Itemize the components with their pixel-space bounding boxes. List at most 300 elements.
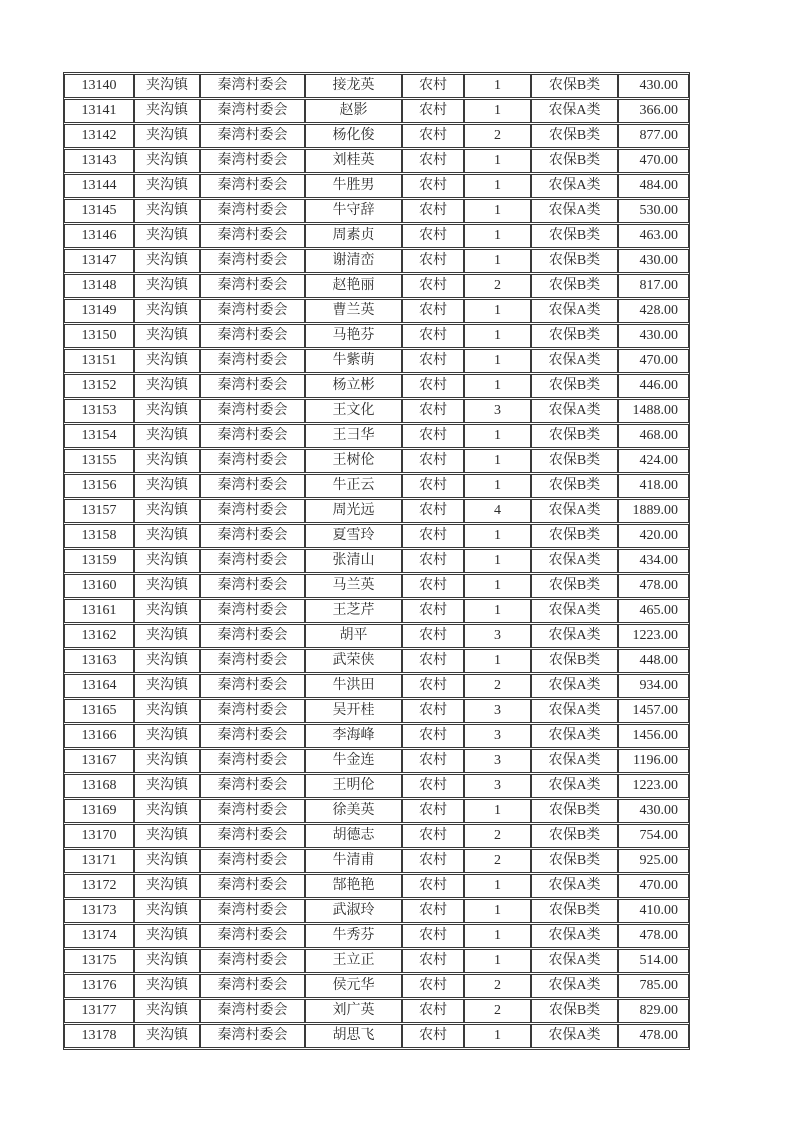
- person-count-cell: 1: [464, 924, 531, 948]
- residence-type-cell: 农村: [402, 924, 464, 948]
- amount-cell: 446.00: [618, 374, 689, 398]
- row-id-cell: 13162: [64, 624, 134, 648]
- insurance-category-cell: 农保B类: [531, 224, 618, 248]
- village-committee-cell: 秦湾村委会: [200, 349, 305, 373]
- residence-type-cell: 农村: [402, 99, 464, 123]
- amount-cell: 470.00: [618, 149, 689, 173]
- amount-cell: 430.00: [618, 249, 689, 273]
- amount-cell: 430.00: [618, 324, 689, 348]
- row-id-cell: 13166: [64, 724, 134, 748]
- person-count-cell: 3: [464, 699, 531, 723]
- person-count-cell: 1: [464, 1024, 531, 1048]
- town-cell: 夹沟镇: [134, 899, 200, 923]
- insurance-category-cell: 农保B类: [531, 574, 618, 598]
- table-row: [64, 474, 689, 498]
- town-cell: 夹沟镇: [134, 499, 200, 523]
- row-id-cell: 13174: [64, 924, 134, 948]
- insurance-category-cell: 农保B类: [531, 524, 618, 548]
- amount-cell: 1223.00: [618, 774, 689, 798]
- person-name-cell: 王树伦: [305, 449, 402, 473]
- person-name-cell: 牛金连: [305, 749, 402, 773]
- town-cell: 夹沟镇: [134, 999, 200, 1023]
- table-row: [64, 999, 689, 1023]
- person-count-cell: 1: [464, 374, 531, 398]
- village-committee-cell: 秦湾村委会: [200, 949, 305, 973]
- insurance-category-cell: 农保A类: [531, 199, 618, 223]
- person-count-cell: 1: [464, 299, 531, 323]
- town-cell: 夹沟镇: [134, 424, 200, 448]
- village-committee-cell: 秦湾村委会: [200, 374, 305, 398]
- village-committee-cell: 秦湾村委会: [200, 324, 305, 348]
- amount-cell: 463.00: [618, 224, 689, 248]
- row-id-cell: 13164: [64, 674, 134, 698]
- village-committee-cell: 秦湾村委会: [200, 874, 305, 898]
- row-id-cell: 13150: [64, 324, 134, 348]
- amount-cell: 430.00: [618, 74, 689, 98]
- table-row: [64, 574, 689, 598]
- person-name-cell: 侯元华: [305, 974, 402, 998]
- town-cell: 夹沟镇: [134, 399, 200, 423]
- residence-type-cell: 农村: [402, 824, 464, 848]
- town-cell: 夹沟镇: [134, 749, 200, 773]
- person-name-cell: 王明伦: [305, 774, 402, 798]
- person-name-cell: 胡德志: [305, 824, 402, 848]
- village-committee-cell: 秦湾村委会: [200, 624, 305, 648]
- insurance-category-cell: 农保A类: [531, 974, 618, 998]
- village-committee-cell: 秦湾村委会: [200, 574, 305, 598]
- village-committee-cell: 秦湾村委会: [200, 549, 305, 573]
- table-row: [64, 524, 689, 548]
- row-id-cell: 13151: [64, 349, 134, 373]
- row-id-cell: 13141: [64, 99, 134, 123]
- insurance-category-cell: 农保B类: [531, 324, 618, 348]
- amount-cell: 470.00: [618, 349, 689, 373]
- town-cell: 夹沟镇: [134, 324, 200, 348]
- person-count-cell: 2: [464, 274, 531, 298]
- village-committee-cell: 秦湾村委会: [200, 899, 305, 923]
- row-id-cell: 13149: [64, 299, 134, 323]
- insurance-category-cell: 农保B类: [531, 649, 618, 673]
- village-committee-cell: 秦湾村委会: [200, 124, 305, 148]
- town-cell: 夹沟镇: [134, 874, 200, 898]
- row-id-cell: 13170: [64, 824, 134, 848]
- person-name-cell: 牛紫萌: [305, 349, 402, 373]
- insurance-category-cell: 农保A类: [531, 549, 618, 573]
- person-name-cell: 牛守辞: [305, 199, 402, 223]
- person-name-cell: 武荣侠: [305, 649, 402, 673]
- amount-cell: 925.00: [618, 849, 689, 873]
- table-row: [64, 849, 689, 873]
- person-name-cell: 夏雪玲: [305, 524, 402, 548]
- residence-type-cell: 农村: [402, 349, 464, 373]
- village-committee-cell: 秦湾村委会: [200, 474, 305, 498]
- village-committee-cell: 秦湾村委会: [200, 774, 305, 798]
- person-count-cell: 1: [464, 799, 531, 823]
- person-name-cell: 郜艳艳: [305, 874, 402, 898]
- insurance-category-cell: 农保B类: [531, 424, 618, 448]
- person-count-cell: 2: [464, 974, 531, 998]
- person-count-cell: 1: [464, 149, 531, 173]
- insurance-category-cell: 农保A类: [531, 699, 618, 723]
- insurance-category-cell: 农保A类: [531, 349, 618, 373]
- person-name-cell: 杨立彬: [305, 374, 402, 398]
- residence-type-cell: 农村: [402, 524, 464, 548]
- person-name-cell: 接龙英: [305, 74, 402, 98]
- row-id-cell: 13156: [64, 474, 134, 498]
- amount-cell: 420.00: [618, 524, 689, 548]
- person-count-cell: 2: [464, 999, 531, 1023]
- residence-type-cell: 农村: [402, 424, 464, 448]
- amount-cell: 1488.00: [618, 399, 689, 423]
- row-id-cell: 13176: [64, 974, 134, 998]
- person-count-cell: 1: [464, 524, 531, 548]
- insurance-category-cell: 农保A类: [531, 174, 618, 198]
- amount-cell: 1889.00: [618, 499, 689, 523]
- insurance-category-cell: 农保A类: [531, 724, 618, 748]
- table-row: [64, 749, 689, 773]
- table-row: [64, 299, 689, 323]
- town-cell: 夹沟镇: [134, 774, 200, 798]
- village-committee-cell: 秦湾村委会: [200, 224, 305, 248]
- amount-cell: 514.00: [618, 949, 689, 973]
- person-name-cell: 周光远: [305, 499, 402, 523]
- subsidy-table: [63, 72, 690, 1050]
- village-committee-cell: 秦湾村委会: [200, 799, 305, 823]
- row-id-cell: 13148: [64, 274, 134, 298]
- person-count-cell: 3: [464, 399, 531, 423]
- town-cell: 夹沟镇: [134, 449, 200, 473]
- residence-type-cell: 农村: [402, 374, 464, 398]
- person-name-cell: 胡思飞: [305, 1024, 402, 1048]
- table-row: [64, 724, 689, 748]
- person-count-cell: 1: [464, 599, 531, 623]
- town-cell: 夹沟镇: [134, 924, 200, 948]
- row-id-cell: 13178: [64, 1024, 134, 1048]
- insurance-category-cell: 农保B类: [531, 474, 618, 498]
- row-id-cell: 13168: [64, 774, 134, 798]
- person-count-cell: 1: [464, 549, 531, 573]
- table-row: [64, 774, 689, 798]
- person-name-cell: 牛秀芬: [305, 924, 402, 948]
- person-count-cell: 1: [464, 174, 531, 198]
- insurance-category-cell: 农保B类: [531, 899, 618, 923]
- village-committee-cell: 秦湾村委会: [200, 724, 305, 748]
- amount-cell: 478.00: [618, 1024, 689, 1048]
- village-committee-cell: 秦湾村委会: [200, 924, 305, 948]
- person-name-cell: 王芝芹: [305, 599, 402, 623]
- row-id-cell: 13154: [64, 424, 134, 448]
- village-committee-cell: 秦湾村委会: [200, 849, 305, 873]
- amount-cell: 434.00: [618, 549, 689, 573]
- row-id-cell: 13158: [64, 524, 134, 548]
- insurance-category-cell: 农保A类: [531, 299, 618, 323]
- person-count-cell: 1: [464, 474, 531, 498]
- town-cell: 夹沟镇: [134, 124, 200, 148]
- row-id-cell: 13157: [64, 499, 134, 523]
- row-id-cell: 13155: [64, 449, 134, 473]
- village-committee-cell: 秦湾村委会: [200, 524, 305, 548]
- residence-type-cell: 农村: [402, 899, 464, 923]
- person-name-cell: 牛清甫: [305, 849, 402, 873]
- village-committee-cell: 秦湾村委会: [200, 1024, 305, 1048]
- person-count-cell: 1: [464, 449, 531, 473]
- residence-type-cell: 农村: [402, 149, 464, 173]
- table-row: [64, 699, 689, 723]
- person-name-cell: 赵艳丽: [305, 274, 402, 298]
- person-name-cell: 胡平: [305, 624, 402, 648]
- amount-cell: 478.00: [618, 574, 689, 598]
- insurance-category-cell: 农保B类: [531, 74, 618, 98]
- amount-cell: 1223.00: [618, 624, 689, 648]
- town-cell: 夹沟镇: [134, 99, 200, 123]
- insurance-category-cell: 农保A类: [531, 99, 618, 123]
- town-cell: 夹沟镇: [134, 474, 200, 498]
- amount-cell: 430.00: [618, 799, 689, 823]
- amount-cell: 410.00: [618, 899, 689, 923]
- table-row: [64, 324, 689, 348]
- row-id-cell: 13172: [64, 874, 134, 898]
- row-id-cell: 13163: [64, 649, 134, 673]
- person-name-cell: 张清山: [305, 549, 402, 573]
- residence-type-cell: 农村: [402, 399, 464, 423]
- insurance-category-cell: 农保B类: [531, 824, 618, 848]
- residence-type-cell: 农村: [402, 299, 464, 323]
- person-count-cell: 1: [464, 324, 531, 348]
- residence-type-cell: 农村: [402, 574, 464, 598]
- table-row: [64, 599, 689, 623]
- person-count-cell: 3: [464, 624, 531, 648]
- row-id-cell: 13140: [64, 74, 134, 98]
- insurance-category-cell: 农保B类: [531, 999, 618, 1023]
- residence-type-cell: 农村: [402, 74, 464, 98]
- person-count-cell: 2: [464, 674, 531, 698]
- town-cell: 夹沟镇: [134, 649, 200, 673]
- table-row: [64, 974, 689, 998]
- insurance-category-cell: 农保A类: [531, 874, 618, 898]
- insurance-category-cell: 农保A类: [531, 499, 618, 523]
- insurance-category-cell: 农保A类: [531, 774, 618, 798]
- amount-cell: 530.00: [618, 199, 689, 223]
- insurance-category-cell: 农保A类: [531, 924, 618, 948]
- town-cell: 夹沟镇: [134, 224, 200, 248]
- amount-cell: 754.00: [618, 824, 689, 848]
- amount-cell: 428.00: [618, 299, 689, 323]
- village-committee-cell: 秦湾村委会: [200, 249, 305, 273]
- person-name-cell: 李海峰: [305, 724, 402, 748]
- table-row: [64, 949, 689, 973]
- residence-type-cell: 农村: [402, 124, 464, 148]
- row-id-cell: 13146: [64, 224, 134, 248]
- amount-cell: 448.00: [618, 649, 689, 673]
- village-committee-cell: 秦湾村委会: [200, 999, 305, 1023]
- town-cell: 夹沟镇: [134, 74, 200, 98]
- residence-type-cell: 农村: [402, 799, 464, 823]
- town-cell: 夹沟镇: [134, 349, 200, 373]
- amount-cell: 424.00: [618, 449, 689, 473]
- table-row: [64, 874, 689, 898]
- insurance-category-cell: 农保A类: [531, 749, 618, 773]
- residence-type-cell: 农村: [402, 999, 464, 1023]
- residence-type-cell: 农村: [402, 449, 464, 473]
- person-count-cell: 1: [464, 349, 531, 373]
- village-committee-cell: 秦湾村委会: [200, 974, 305, 998]
- amount-cell: 817.00: [618, 274, 689, 298]
- amount-cell: 934.00: [618, 674, 689, 698]
- table-body: [64, 74, 689, 1048]
- village-committee-cell: 秦湾村委会: [200, 749, 305, 773]
- town-cell: 夹沟镇: [134, 624, 200, 648]
- town-cell: 夹沟镇: [134, 849, 200, 873]
- table-row: [64, 399, 689, 423]
- person-count-cell: 1: [464, 649, 531, 673]
- row-id-cell: 13177: [64, 999, 134, 1023]
- town-cell: 夹沟镇: [134, 824, 200, 848]
- person-name-cell: 谢清峦: [305, 249, 402, 273]
- person-name-cell: 马兰英: [305, 574, 402, 598]
- person-name-cell: 武淑玲: [305, 899, 402, 923]
- table-row: [64, 149, 689, 173]
- table-row: [64, 424, 689, 448]
- insurance-category-cell: 农保A类: [531, 599, 618, 623]
- table-row: [64, 924, 689, 948]
- residence-type-cell: 农村: [402, 199, 464, 223]
- residence-type-cell: 农村: [402, 274, 464, 298]
- residence-type-cell: 农村: [402, 724, 464, 748]
- person-name-cell: 周素贞: [305, 224, 402, 248]
- person-name-cell: 牛洪田: [305, 674, 402, 698]
- person-count-cell: 2: [464, 849, 531, 873]
- person-count-cell: 4: [464, 499, 531, 523]
- person-name-cell: 吴开桂: [305, 699, 402, 723]
- amount-cell: 785.00: [618, 974, 689, 998]
- insurance-category-cell: 农保B类: [531, 849, 618, 873]
- amount-cell: 465.00: [618, 599, 689, 623]
- residence-type-cell: 农村: [402, 499, 464, 523]
- town-cell: 夹沟镇: [134, 299, 200, 323]
- village-committee-cell: 秦湾村委会: [200, 174, 305, 198]
- village-committee-cell: 秦湾村委会: [200, 649, 305, 673]
- amount-cell: 470.00: [618, 874, 689, 898]
- person-count-cell: 1: [464, 99, 531, 123]
- table-row: [64, 549, 689, 573]
- table-row: [64, 274, 689, 298]
- residence-type-cell: 农村: [402, 549, 464, 573]
- person-name-cell: 刘桂英: [305, 149, 402, 173]
- row-id-cell: 13152: [64, 374, 134, 398]
- town-cell: 夹沟镇: [134, 149, 200, 173]
- insurance-category-cell: 农保A类: [531, 399, 618, 423]
- person-count-cell: 1: [464, 424, 531, 448]
- person-count-cell: 1: [464, 574, 531, 598]
- residence-type-cell: 农村: [402, 1024, 464, 1048]
- row-id-cell: 13143: [64, 149, 134, 173]
- insurance-category-cell: 农保B类: [531, 124, 618, 148]
- residence-type-cell: 农村: [402, 974, 464, 998]
- residence-type-cell: 农村: [402, 624, 464, 648]
- town-cell: 夹沟镇: [134, 274, 200, 298]
- row-id-cell: 13161: [64, 599, 134, 623]
- insurance-category-cell: 农保A类: [531, 624, 618, 648]
- person-count-cell: 1: [464, 224, 531, 248]
- table-row: [64, 224, 689, 248]
- residence-type-cell: 农村: [402, 874, 464, 898]
- insurance-category-cell: 农保B类: [531, 274, 618, 298]
- person-count-cell: 1: [464, 74, 531, 98]
- row-id-cell: 13153: [64, 399, 134, 423]
- village-committee-cell: 秦湾村委会: [200, 274, 305, 298]
- town-cell: 夹沟镇: [134, 974, 200, 998]
- insurance-category-cell: 农保A类: [531, 674, 618, 698]
- row-id-cell: 13145: [64, 199, 134, 223]
- residence-type-cell: 农村: [402, 599, 464, 623]
- person-count-cell: 3: [464, 749, 531, 773]
- table-row: [64, 99, 689, 123]
- residence-type-cell: 农村: [402, 849, 464, 873]
- person-name-cell: 牛胜男: [305, 174, 402, 198]
- village-committee-cell: 秦湾村委会: [200, 199, 305, 223]
- table-row: [64, 349, 689, 373]
- residence-type-cell: 农村: [402, 699, 464, 723]
- table-row: [64, 249, 689, 273]
- town-cell: 夹沟镇: [134, 599, 200, 623]
- village-committee-cell: 秦湾村委会: [200, 99, 305, 123]
- person-name-cell: 牛正云: [305, 474, 402, 498]
- town-cell: 夹沟镇: [134, 949, 200, 973]
- person-name-cell: 杨化俊: [305, 124, 402, 148]
- row-id-cell: 13175: [64, 949, 134, 973]
- row-id-cell: 13142: [64, 124, 134, 148]
- village-committee-cell: 秦湾村委会: [200, 299, 305, 323]
- person-name-cell: 刘广英: [305, 999, 402, 1023]
- town-cell: 夹沟镇: [134, 249, 200, 273]
- residence-type-cell: 农村: [402, 949, 464, 973]
- table-row: [64, 499, 689, 523]
- row-id-cell: 13144: [64, 174, 134, 198]
- town-cell: 夹沟镇: [134, 524, 200, 548]
- table-row: [64, 799, 689, 823]
- row-id-cell: 13169: [64, 799, 134, 823]
- village-committee-cell: 秦湾村委会: [200, 699, 305, 723]
- village-committee-cell: 秦湾村委会: [200, 149, 305, 173]
- amount-cell: 877.00: [618, 124, 689, 148]
- residence-type-cell: 农村: [402, 649, 464, 673]
- town-cell: 夹沟镇: [134, 674, 200, 698]
- insurance-category-cell: 农保B类: [531, 374, 618, 398]
- residence-type-cell: 农村: [402, 224, 464, 248]
- row-id-cell: 13167: [64, 749, 134, 773]
- amount-cell: 478.00: [618, 924, 689, 948]
- person-name-cell: 曹兰英: [305, 299, 402, 323]
- table-row: [64, 374, 689, 398]
- town-cell: 夹沟镇: [134, 799, 200, 823]
- amount-cell: 468.00: [618, 424, 689, 448]
- insurance-category-cell: 农保B类: [531, 149, 618, 173]
- table-row: [64, 649, 689, 673]
- insurance-category-cell: 农保B类: [531, 799, 618, 823]
- amount-cell: 1457.00: [618, 699, 689, 723]
- person-count-cell: 2: [464, 124, 531, 148]
- table-row: [64, 824, 689, 848]
- person-name-cell: 马艳芬: [305, 324, 402, 348]
- village-committee-cell: 秦湾村委会: [200, 424, 305, 448]
- person-count-cell: 1: [464, 899, 531, 923]
- residence-type-cell: 农村: [402, 774, 464, 798]
- village-committee-cell: 秦湾村委会: [200, 399, 305, 423]
- residence-type-cell: 农村: [402, 674, 464, 698]
- residence-type-cell: 农村: [402, 749, 464, 773]
- table-row: [64, 124, 689, 148]
- person-count-cell: 1: [464, 874, 531, 898]
